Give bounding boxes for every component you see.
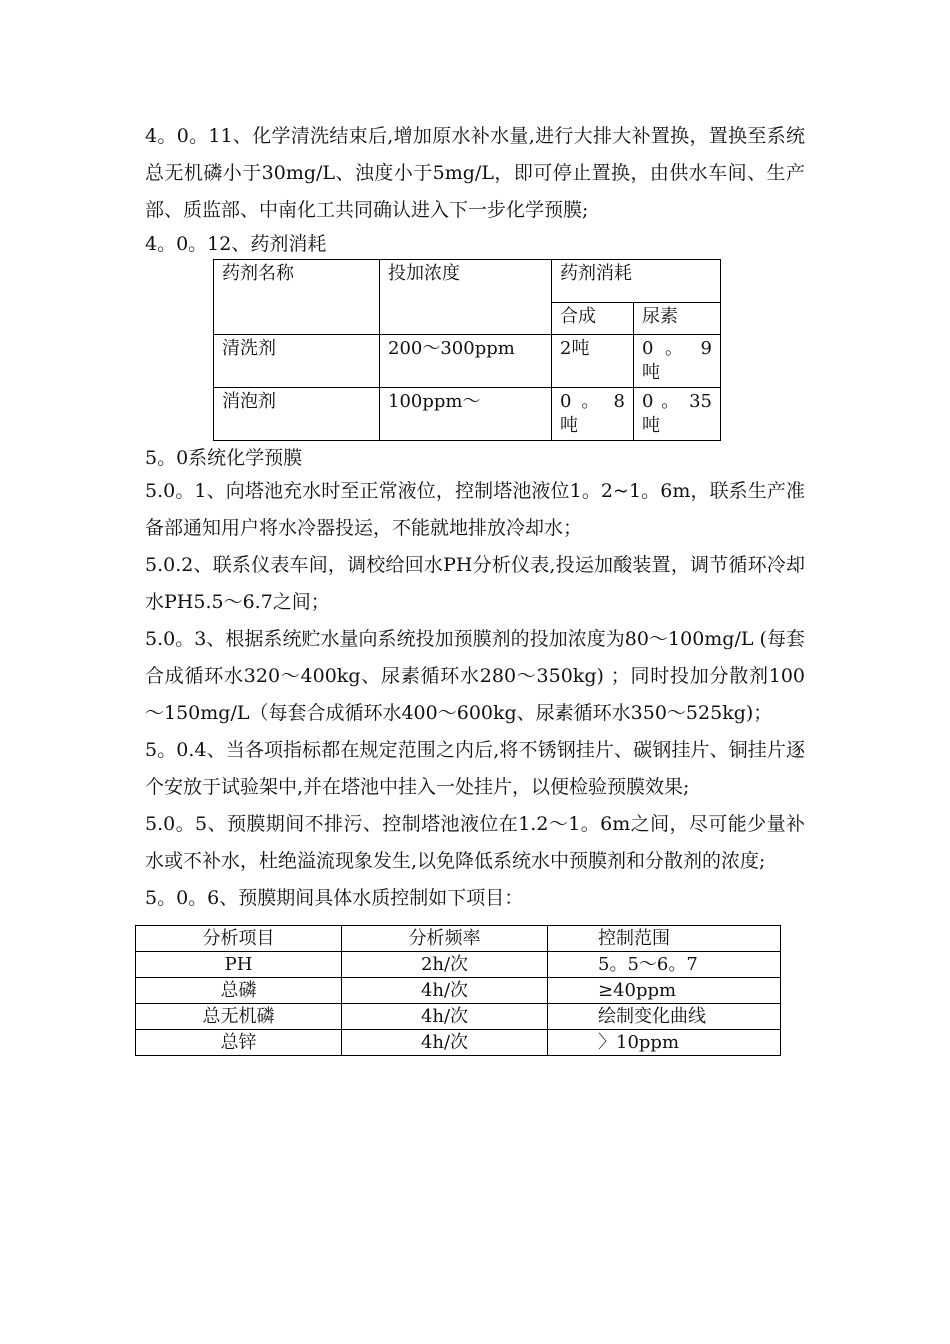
paragraph-5-0-5: 5.0。5、预膜期间不排污、控制塔池液位在1.2～1。6m之间，尽可能少量补水或不补水，杜绝溢流现象发生,以免降低系统水中预膜剂和分散剂的浓度;: [145, 813, 805, 872]
cell-name: 消泡剂: [214, 388, 380, 441]
table-row: [136, 1004, 781, 1030]
cell-range: ≥40ppm: [548, 978, 781, 1004]
table-row: [214, 335, 721, 388]
cell-synthesis: 0 。 8吨: [552, 388, 634, 441]
header-urea: 尿素: [634, 303, 721, 335]
cell-item: 总磷: [136, 978, 342, 1004]
cell-item: 总无机磷: [136, 1004, 342, 1030]
header-analysis-item: 分析项目: [136, 926, 342, 952]
table-row: [136, 952, 781, 978]
header-chemical-consumption: 药剂消耗: [552, 260, 721, 303]
header-dosing-concentration: 投加浓度: [380, 260, 552, 335]
cell-frequency: 4h/次: [342, 1004, 548, 1030]
paragraph-5-0-2: 5.0.2、联系仪表车间，调校给回水PH分析仪表,投运加酸装置，调节循环冷却水PH5.5～6.7之间；: [145, 554, 805, 613]
water-quality-control-table: [135, 925, 781, 1056]
paragraph-5-0-4: 5。0.4、当各项指标都在规定范围之内后,将不锈钢挂片、碳钢挂片、铜挂片逐个安放于试验架中,并在塔池中挂入一处挂片，以便检验预膜效果;: [145, 739, 805, 798]
cell-item: PH: [136, 952, 342, 978]
header-analysis-frequency: 分析频率: [342, 926, 548, 952]
cell-item: 总锌: [136, 1030, 342, 1056]
cell-name: 清洗剂: [214, 335, 380, 388]
table-row: [214, 388, 721, 441]
table-header-row: [214, 260, 721, 303]
cell-urea: 0 。 35吨: [634, 388, 721, 441]
table-row: [136, 978, 781, 1004]
paragraph-5-0-1: 5.0。1、向塔池充水时至正常液位，控制塔池液位1。2~1。6m，联系生产准备部通知用户将水冷器投运，不能就地排放冷却水；: [145, 480, 805, 539]
chemical-consumption-table: [213, 259, 721, 441]
cell-frequency: 4h/次: [342, 1030, 548, 1056]
cell-concentration: 200～300ppm: [380, 335, 552, 388]
section-heading-4-0-12: 4。0。12、药剂消耗: [145, 233, 327, 255]
paragraph-5-0-3: 5.0。3、根据系统贮水量向系统投加预膜剂的投加浓度为80～100mg/L (每套合成循环水320～400kg、尿素循环水280～350kg) ；同时投加分散剂100～150mg/L（每套合成循环水400～600kg、尿素循环水350～525kg)；: [145, 628, 805, 724]
header-synthesis: 合成: [552, 303, 634, 335]
paragraph-4-0-11: 4。0。11、化学清洗结束后,增加原水补水量,进行大排大补置换，置换至系统总无机磷小于30mg/L、浊度小于5mg/L，即可停止置换，由供水车间、生产部、质监部、中南化工共同确认进入下一步化学预膜;: [145, 125, 805, 221]
cell-concentration: 100ppm～: [380, 388, 552, 441]
cell-range: 〉10ppm: [548, 1030, 781, 1056]
table-row: [136, 1030, 781, 1056]
section-heading-5-0: 5。0系统化学预膜: [145, 447, 303, 469]
cell-synthesis: 2吨: [552, 335, 634, 388]
cell-range: 绘制变化曲线: [548, 1004, 781, 1030]
paragraph-5-0-6: 5。0。6、预膜期间具体水质控制如下项目：: [145, 887, 524, 909]
cell-frequency: 4h/次: [342, 978, 548, 1004]
document-page: [145, 118, 805, 1056]
header-control-range: 控制范围: [548, 926, 781, 952]
header-chemical-name: 药剂名称: [214, 260, 380, 335]
table-header-row: [136, 926, 781, 952]
cell-frequency: 2h/次: [342, 952, 548, 978]
cell-range: 5。5～6。7: [548, 952, 781, 978]
cell-urea: 0 。 9吨: [634, 335, 721, 388]
